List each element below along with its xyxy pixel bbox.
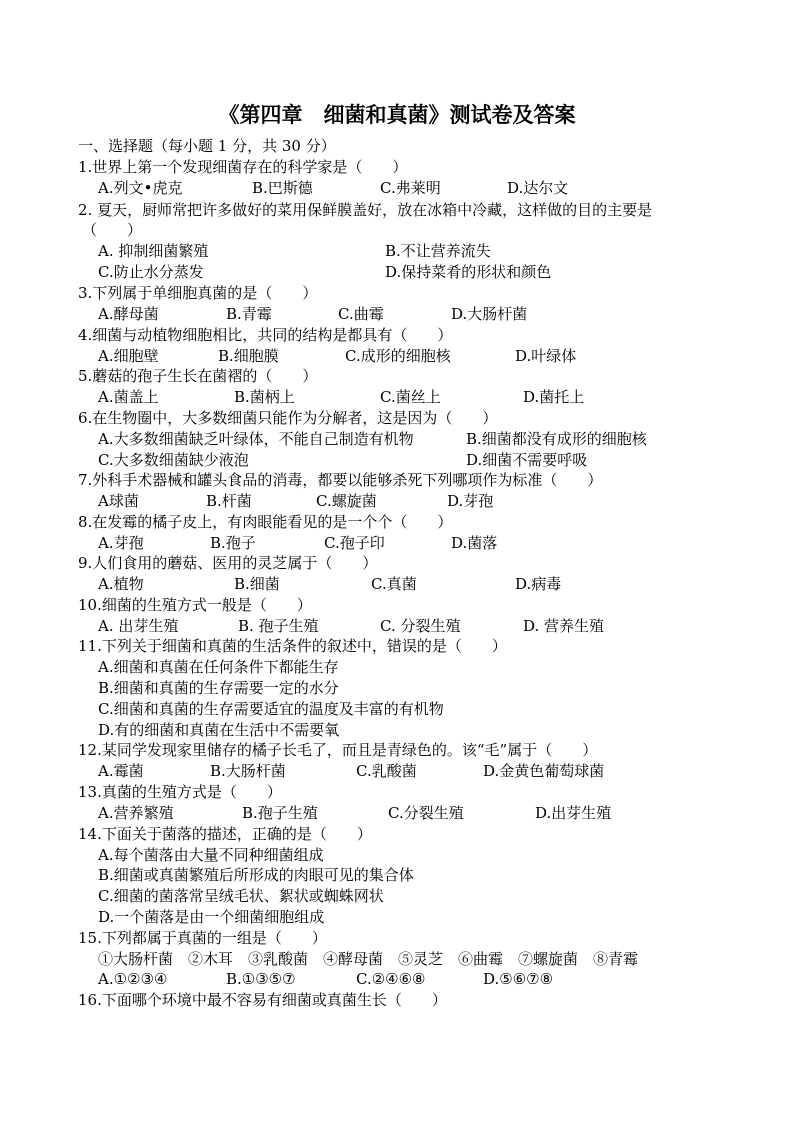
- question-1-option-b: B.巴斯德: [252, 179, 313, 197]
- question-2-option-b: B.不让营养流失: [385, 242, 491, 260]
- question-15-items: ①大肠杆菌 ②木耳 ③乳酸菌 ④酵母菌 ⑤灵芝 ⑥曲霉 ⑦螺旋菌 ⑧青霉: [98, 950, 639, 968]
- question-13-option-c: C.分裂生殖: [388, 804, 464, 822]
- section-heading: 一、选择题（每小题 1 分，共 30 分）: [78, 137, 336, 155]
- question-11-option-b: B.细菌和真菌的生存需要一定的水分: [98, 679, 339, 697]
- question-13-stem: 13.真菌的生殖方式是（ ）: [78, 783, 282, 801]
- question-7-option-d: D.芽孢: [447, 492, 494, 510]
- question-6-option-d: D.细菌不需要呼吸: [466, 451, 588, 469]
- question-10-option-d: D. 营养生殖: [523, 617, 605, 635]
- question-14-option-d: D.一个菌落是由一个细菌细胞组成: [98, 908, 325, 926]
- question-15-option-a: A.①②③④: [98, 970, 168, 988]
- question-7-option-c: C.螺旋菌: [316, 492, 377, 510]
- question-13-option-a: A.营养繁殖: [98, 804, 174, 822]
- question-15-option-c: C.②④⑥⑧: [356, 970, 426, 988]
- question-9-option-d: D.病毒: [515, 575, 562, 593]
- question-3-option-b: B.青霉: [226, 305, 272, 323]
- question-1-option-a: A.列文•虎克: [98, 179, 183, 197]
- question-10-option-a: A. 出芽生殖: [98, 617, 179, 635]
- question-6-stem: 6.在生物圈中，大多数细菌只能作为分解者，这是因为（ ）: [78, 409, 498, 427]
- question-4-stem: 4.细菌与动植物细胞相比，共同的结构是都具有（ ）: [78, 326, 453, 344]
- question-14-option-b: B.细菌或真菌繁殖后所形成的肉眼可见的集合体: [98, 866, 414, 884]
- question-14-option-a: A.每个菌落由大量不同种细菌组成: [98, 846, 324, 864]
- question-12-option-b: B.大肠杆菌: [210, 762, 286, 780]
- question-6-option-b: B.细菌都没有成形的细胞核: [466, 430, 647, 448]
- question-1-stem: 1.世界上第一个发现细菌存在的科学家是（ ）: [78, 158, 408, 176]
- question-14-stem: 14.下面关于菌落的描述，正确的是（ ）: [78, 825, 372, 843]
- question-11-option-d: D.有的细菌和真菌在生活中不需要氧: [98, 721, 340, 739]
- question-14-option-c: C.细菌的菌落常呈绒毛状、絮状或蜘蛛网状: [98, 887, 384, 905]
- page-title: 《第四章 细菌和真菌》测试卷及答案: [218, 102, 576, 127]
- question-13-option-d: D.出芽生殖: [535, 804, 612, 822]
- question-5-stem: 5.蘑菇的孢子生长在菌褶的（ ）: [78, 367, 318, 385]
- question-15-option-b: B.①③⑤⑦: [226, 970, 296, 988]
- question-12-stem: 12.某同学发现家里储存的橘子长毛了，而且是青绿色的。该“毛”属于（ ）: [78, 741, 598, 759]
- question-8-option-b: B.孢子: [210, 534, 256, 552]
- question-7-stem: 7.外科手术器械和罐头食品的消毒，都要以能够杀死下列哪项作为标准（ ）: [78, 471, 603, 489]
- question-4-option-c: C.成形的细胞核: [345, 347, 451, 365]
- question-5-option-b: B.菌柄上: [234, 388, 295, 406]
- question-7-option-b: B.杆菌: [206, 492, 252, 510]
- question-10-option-c: C. 分裂生殖: [380, 617, 461, 635]
- question-2-stem-cont: （ ）: [82, 221, 143, 239]
- question-4-option-a: A.细胞壁: [98, 347, 159, 365]
- question-4-option-b: B.细胞膜: [218, 347, 279, 365]
- question-4-option-d: D.叶绿体: [515, 347, 577, 365]
- question-5-option-c: C.菌丝上: [380, 388, 441, 406]
- question-7-option-a: A球菌: [98, 492, 139, 510]
- question-8-stem: 8.在发霉的橘子皮上，有肉眼能看见的是一个个（ ）: [78, 513, 453, 531]
- question-6-option-a: A.大多数细菌缺乏叶绿体，不能自己制造有机物: [98, 430, 414, 448]
- question-11-option-c: C.细菌和真菌的生存需要适宜的温度及丰富的有机物: [98, 700, 444, 718]
- question-9-option-b: B.细菌: [234, 575, 280, 593]
- question-11-option-a: A.细菌和真菌在任何条件下都能生存: [98, 658, 339, 676]
- question-9-stem: 9.人们食用的蘑菇、医用的灵芝属于（ ）: [78, 554, 378, 572]
- question-11-stem: 11.下列关于细菌和真菌的生活条件的叙述中，错误的是（ ）: [78, 637, 507, 655]
- question-8-option-c: C.孢子印: [324, 534, 385, 552]
- question-12-option-a: A.霉菌: [98, 762, 144, 780]
- question-5-option-a: A.菌盖上: [98, 388, 159, 406]
- question-13-option-b: B.孢子生殖: [242, 804, 318, 822]
- question-3-option-a: A.酵母菌: [98, 305, 159, 323]
- question-8-option-d: D.菌落: [451, 534, 498, 552]
- question-2-option-d: D.保持菜肴的形状和颜色: [385, 263, 552, 281]
- question-12-option-d: D.金黄色葡萄球菌: [483, 762, 605, 780]
- question-3-option-c: C.曲霉: [338, 305, 384, 323]
- question-2-stem: 2. 夏天，厨师常把许多做好的菜用保鲜膜盖好，放在冰箱中冷藏，这样做的目的主要是: [78, 201, 653, 219]
- question-16-stem: 16.下面哪个环境中最不容易有细菌或真菌生长（ ）: [78, 991, 447, 1009]
- question-9-option-c: C.真菌: [371, 575, 417, 593]
- question-15-option-d: D.⑤⑥⑦⑧: [483, 970, 554, 988]
- question-8-option-a: A.芽孢: [98, 534, 144, 552]
- question-6-option-c: C.大多数细菌缺少液泡: [98, 451, 249, 469]
- question-2-option-c: C.防止水分蒸发: [98, 263, 204, 281]
- question-2-option-a: A. 抑制细菌繁殖: [98, 242, 209, 260]
- question-9-option-a: A.植物: [98, 575, 144, 593]
- question-1-option-d: D.达尔文: [507, 179, 569, 197]
- question-3-option-d: D.大肠杆菌: [451, 305, 528, 323]
- question-10-stem: 10.细菌的生殖方式一般是（ ）: [78, 596, 312, 614]
- question-1-option-c: C.弗莱明: [380, 179, 441, 197]
- question-5-option-d: D.菌托上: [523, 388, 585, 406]
- question-15-stem: 15.下列都属于真菌的一组是（ ）: [78, 929, 327, 947]
- question-3-stem: 3.下列属于单细胞真菌的是（ ）: [78, 284, 318, 302]
- question-10-option-b: B. 孢子生殖: [238, 617, 319, 635]
- question-12-option-c: C.乳酸菌: [356, 762, 417, 780]
